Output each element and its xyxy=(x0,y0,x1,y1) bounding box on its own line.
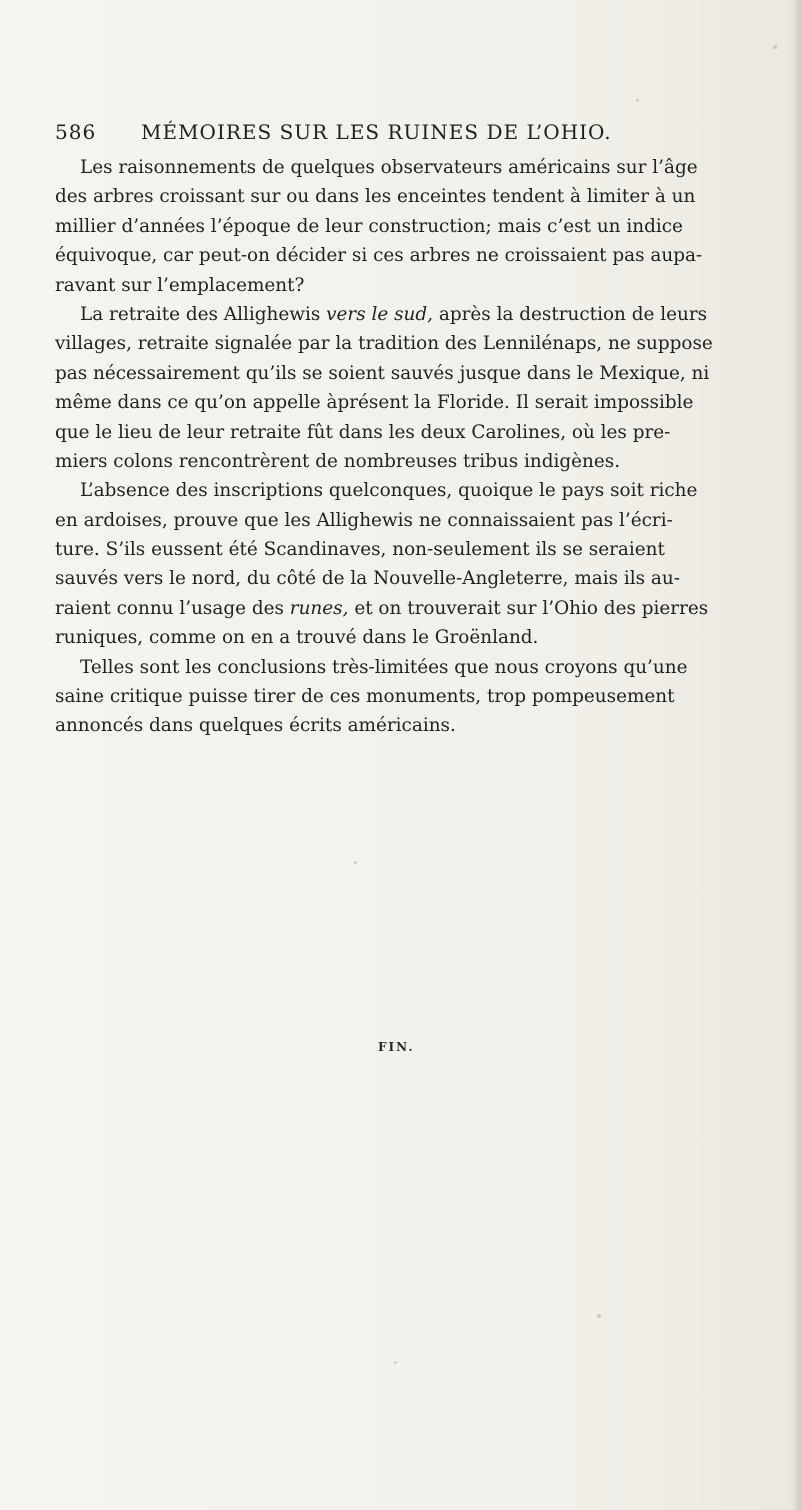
text-segment: La retraite des Allighewis xyxy=(80,303,321,325)
text-segment: et on trouverait sur l’Ohio des pierres xyxy=(354,597,709,619)
text-line: millier d’années l’époque de leur construction; mais c’est un indice xyxy=(55,215,683,237)
text-line: sauvés vers le nord, du côté de la Nouvelle-Angleterre, mais ils au- xyxy=(55,568,680,590)
page-header xyxy=(55,117,745,147)
body-text xyxy=(55,153,745,741)
page-number: 586 xyxy=(55,120,97,144)
text-line: Les raisonnements de quelques observateurs américains sur l’âge xyxy=(80,157,698,178)
text-line: villages, retraite signalée par la tradition des Lennilénaps, ne suppose xyxy=(55,333,713,355)
paper-speck xyxy=(636,99,639,102)
running-title: MÉMOIRES SUR LES RUINES DE L’OHIO. xyxy=(141,120,612,144)
text-line: même dans ce qu’on appelle àprésent la Floride. Il serait impossible xyxy=(55,392,694,414)
text-line: Telles sont les conclusions très-limitées que nous croyons qu’une xyxy=(80,656,688,678)
text-line: L’absence des inscriptions quelconques, quoique le pays soit riche xyxy=(80,480,698,502)
text-segment: après la destruction de leurs xyxy=(438,303,708,325)
text-line: saine critique puisse tirer de ces monuments, trop pompeusement xyxy=(55,686,675,708)
text-line xyxy=(55,594,745,623)
text-segment: raient connu l’usage des xyxy=(55,597,284,619)
text-line: en ardoises, prouve que les Allighewis ne connaissaient pas l’écri- xyxy=(55,509,673,531)
text-line xyxy=(55,300,745,329)
text-line: équivoque, car peut-on décider si ces arbres ne croissaient pas aupa- xyxy=(55,245,703,267)
text-line: que le lieu de leur retraite fût dans les deux Carolines, où les pre- xyxy=(55,421,671,443)
text-line: ture. S’ils eussent été Scandinaves, non-seulement ils se seraient xyxy=(55,539,665,561)
paper-speck xyxy=(773,45,777,49)
italic-word-runes: runes, xyxy=(289,597,349,619)
text-line: des arbres croissant sur ou dans les enceintes tendent à limiter à un xyxy=(55,186,696,208)
paper-speck xyxy=(354,861,357,864)
italic-phrase-vers-le-sud: vers le sud, xyxy=(326,303,434,325)
text-line: pas nécessairement qu’ils se soient sauvés jusque dans le Mexique, ni xyxy=(55,362,710,384)
text-line: runiques, comme on en a trouvé dans le Groënland. xyxy=(55,627,539,649)
text-line: ravant sur l’emplacement? xyxy=(55,274,305,296)
text-line: miers colons rencontrèrent de nombreuses tribus indigènes. xyxy=(55,450,621,472)
text-line: annoncés dans quelques écrits américains. xyxy=(55,715,456,737)
paper-speck xyxy=(394,1361,397,1364)
paper-speck xyxy=(597,1314,601,1318)
page-edge-shadow xyxy=(791,0,801,1510)
fin-mark: FIN. xyxy=(378,1040,415,1054)
